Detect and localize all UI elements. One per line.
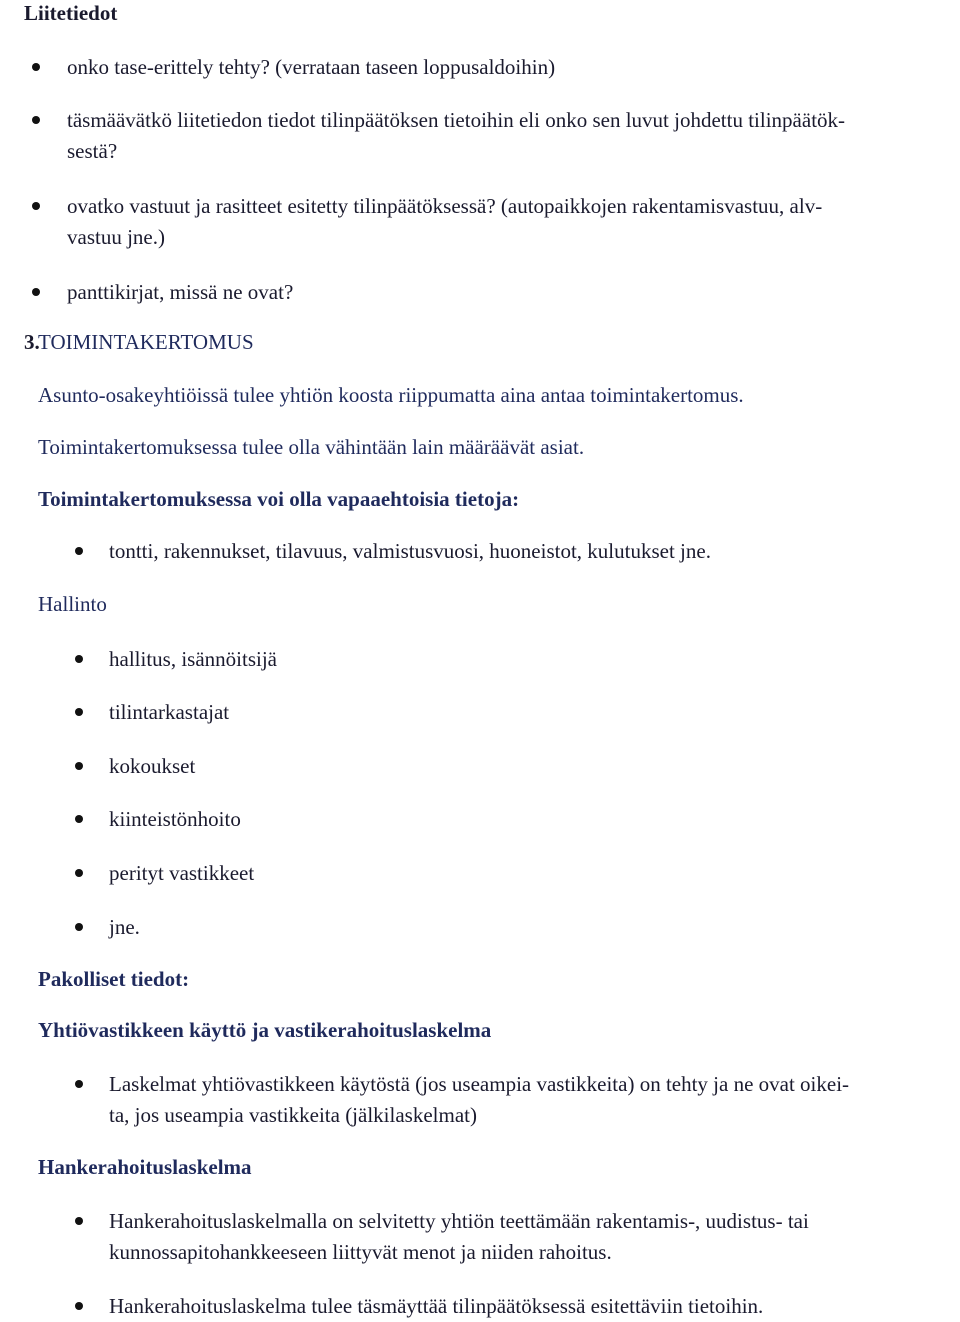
list-item: kokoukset xyxy=(109,754,196,778)
list-item: täsmäävätkö liitetiedon tiedot tilinpäätöksen tietoihin eli onko sen luvut johdettu tilinpäätök- xyxy=(67,108,846,132)
bullet-icon xyxy=(32,288,40,296)
subheading-pakolliset: Pakolliset tiedot: xyxy=(38,967,190,991)
list-item: perityt vastikkeet xyxy=(109,861,255,885)
bullet-icon xyxy=(75,547,83,555)
bullet-icon xyxy=(75,923,83,931)
list-item: Hankerahoituslaskelmalla on selvitetty yhtiön teettämään rakentamis-, uudistus- tai xyxy=(109,1209,809,1233)
list-item: kiinteistönhoito xyxy=(109,807,241,831)
list-item-continuation: ta, jos useampia vastikkeita (jälkilaskelmat) xyxy=(109,1103,477,1127)
bullet-icon xyxy=(75,869,83,877)
section-number: 3. xyxy=(24,330,40,354)
bullet-icon xyxy=(75,1080,83,1088)
bullet-icon xyxy=(75,655,83,663)
list-item-continuation: kunnossapitohankkeeseen liittyvät menot ja niiden rahoitus. xyxy=(109,1240,612,1264)
list-item: jne. xyxy=(109,915,140,939)
subheading-yhtiovastike: Yhtiövastikkeen käyttö ja vastikerahoituslaskelma xyxy=(38,1018,492,1042)
list-item: hallitus, isännöitsijä xyxy=(109,647,277,671)
list-item: panttikirjat, missä ne ovat? xyxy=(67,280,294,304)
bullet-icon xyxy=(75,1302,83,1310)
bullet-icon xyxy=(75,708,83,716)
section-title: TOIMINTAKERTOMUS xyxy=(38,330,254,354)
paragraph: Asunto-osakeyhtiöissä tulee yhtiön koosta riippumatta aina antaa toimintakertomus. xyxy=(38,383,744,407)
bullet-icon xyxy=(75,1217,83,1225)
list-item: onko tase-erittely tehty? (verrataan taseen loppusaldoihin) xyxy=(67,55,556,79)
paragraph: Toimintakertomuksessa tulee olla vähintään lain määräävät asiat. xyxy=(38,435,585,459)
list-item: tontti, rakennukset, tilavuus, valmistusvuosi, huoneistot, kulutukset jne. xyxy=(109,539,711,563)
bullet-icon xyxy=(75,815,83,823)
list-item: Laskelmat yhtiövastikkeen käytöstä (jos useampia vastikkeita) on tehty ja ne ovat oikei- xyxy=(109,1072,850,1096)
list-item-continuation: vastuu jne.) xyxy=(67,225,165,249)
section-heading-liitetiedot: Liitetiedot xyxy=(24,1,118,25)
subheading-hankerahoitus: Hankerahoituslaskelma xyxy=(38,1155,252,1179)
bullet-icon xyxy=(32,202,40,210)
bullet-icon xyxy=(75,762,83,770)
list-item-continuation: sestä? xyxy=(67,139,118,163)
list-item: Hankerahoituslaskelma tulee täsmäyttää tilinpäätöksessä esitettäviin tietoihin. xyxy=(109,1294,764,1318)
bullet-icon xyxy=(32,63,40,71)
list-item: tilintarkastajat xyxy=(109,700,230,724)
paragraph-heading: Toimintakertomuksessa voi olla vapaaehtoisia tietoja: xyxy=(38,487,520,511)
list-item: ovatko vastuut ja rasitteet esitetty tilinpäätöksessä? (autopaikkojen rakentamisvastuu, alv- xyxy=(67,194,823,218)
bullet-icon xyxy=(32,116,40,124)
subheading-hallinto: Hallinto xyxy=(38,592,107,616)
